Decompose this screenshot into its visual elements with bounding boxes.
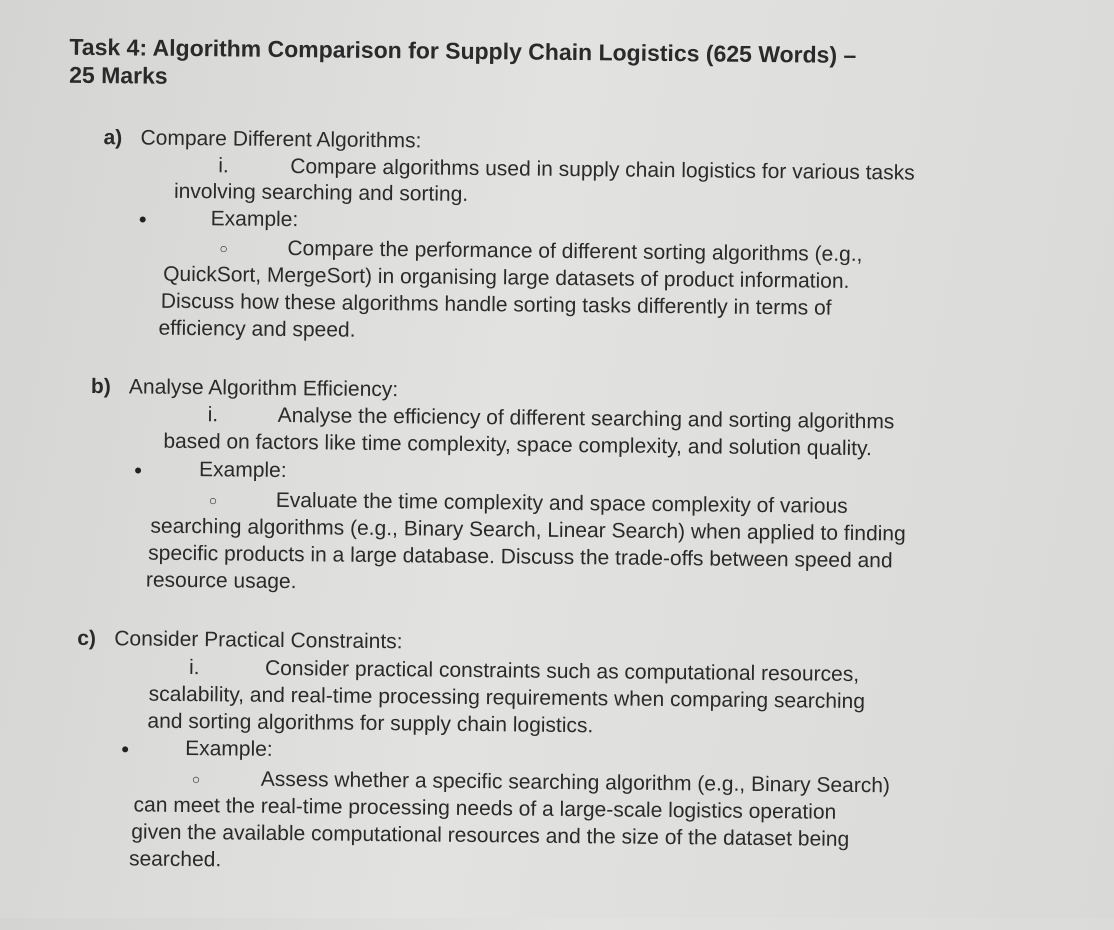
task-text: based on factors like time complexity, space complexity, and solution quality. bbox=[163, 429, 872, 461]
task-text: and sorting algorithms for supply chain logistics. bbox=[147, 709, 594, 738]
roman-numeral: i. bbox=[207, 403, 219, 427]
section-b-heading: Analyse Algorithm Efficiency: bbox=[128, 375, 399, 402]
example-text: given the available computational resources and the size of the dataset being bbox=[131, 820, 850, 851]
bullet-icon bbox=[135, 467, 141, 473]
roman-numeral: i. bbox=[188, 656, 200, 680]
example-text: Assess whether a specific searching algorithm (e.g., Binary Search) bbox=[260, 767, 891, 798]
example-text: searching algorithms (e.g., Binary Search, Linear Search) when applied to finding bbox=[150, 514, 906, 546]
roman-numeral: i. bbox=[218, 154, 229, 178]
circle-bullet-icon: ○ bbox=[219, 240, 228, 257]
bullet-icon bbox=[140, 216, 146, 222]
example-text: Discuss how these algorithms handle sorting tasks differently in terms of bbox=[160, 289, 832, 320]
circle-bullet-icon: ○ bbox=[208, 492, 218, 509]
example-text: Compare the performance of different sorting algorithms (e.g., bbox=[287, 237, 863, 267]
task-text: scalability, and real-time processing requirements when comparing searching bbox=[148, 682, 866, 714]
section-a-heading: Compare Different Algorithms: bbox=[140, 126, 422, 153]
example-text: can meet the real-time processing needs of a large-scale logistics operation bbox=[133, 793, 837, 824]
example-label: Example: bbox=[185, 736, 273, 761]
task-text: involving searching and sorting. bbox=[173, 179, 469, 206]
section-c-heading: Consider Practical Constraints: bbox=[114, 627, 403, 654]
circle-bullet-icon: ○ bbox=[191, 771, 201, 788]
section-b-letter: b) bbox=[90, 374, 111, 399]
bullet-icon bbox=[122, 746, 128, 752]
example-text: QuickSort, MergeSort) in organising large datasets of product information. bbox=[163, 262, 850, 293]
example-text: resource usage. bbox=[145, 568, 297, 594]
example-label: Example: bbox=[198, 458, 287, 483]
task-text: Compare algorithms used in supply chain logistics for various tasks bbox=[290, 155, 915, 185]
task-title: Task 4: Algorithm Comparison for Supply Chain Logistics (625 Words) – bbox=[69, 33, 857, 68]
example-text: efficiency and speed. bbox=[158, 316, 356, 342]
example-text: specific products in a large database. Discuss the trade-offs between speed and bbox=[148, 541, 893, 573]
section-c-letter: c) bbox=[77, 626, 97, 651]
section-a-letter: a) bbox=[103, 126, 123, 150]
task-text: Consider practical constraints such as computational resources, bbox=[264, 656, 860, 687]
task-title-marks: 25 Marks bbox=[69, 61, 168, 89]
example-text: Evaluate the time complexity and space complexity of various bbox=[275, 488, 848, 518]
example-text: searched. bbox=[128, 847, 222, 872]
example-label: Example: bbox=[210, 207, 299, 232]
task-text: Analyse the efficiency of different searching and sorting algorithms bbox=[277, 403, 895, 434]
